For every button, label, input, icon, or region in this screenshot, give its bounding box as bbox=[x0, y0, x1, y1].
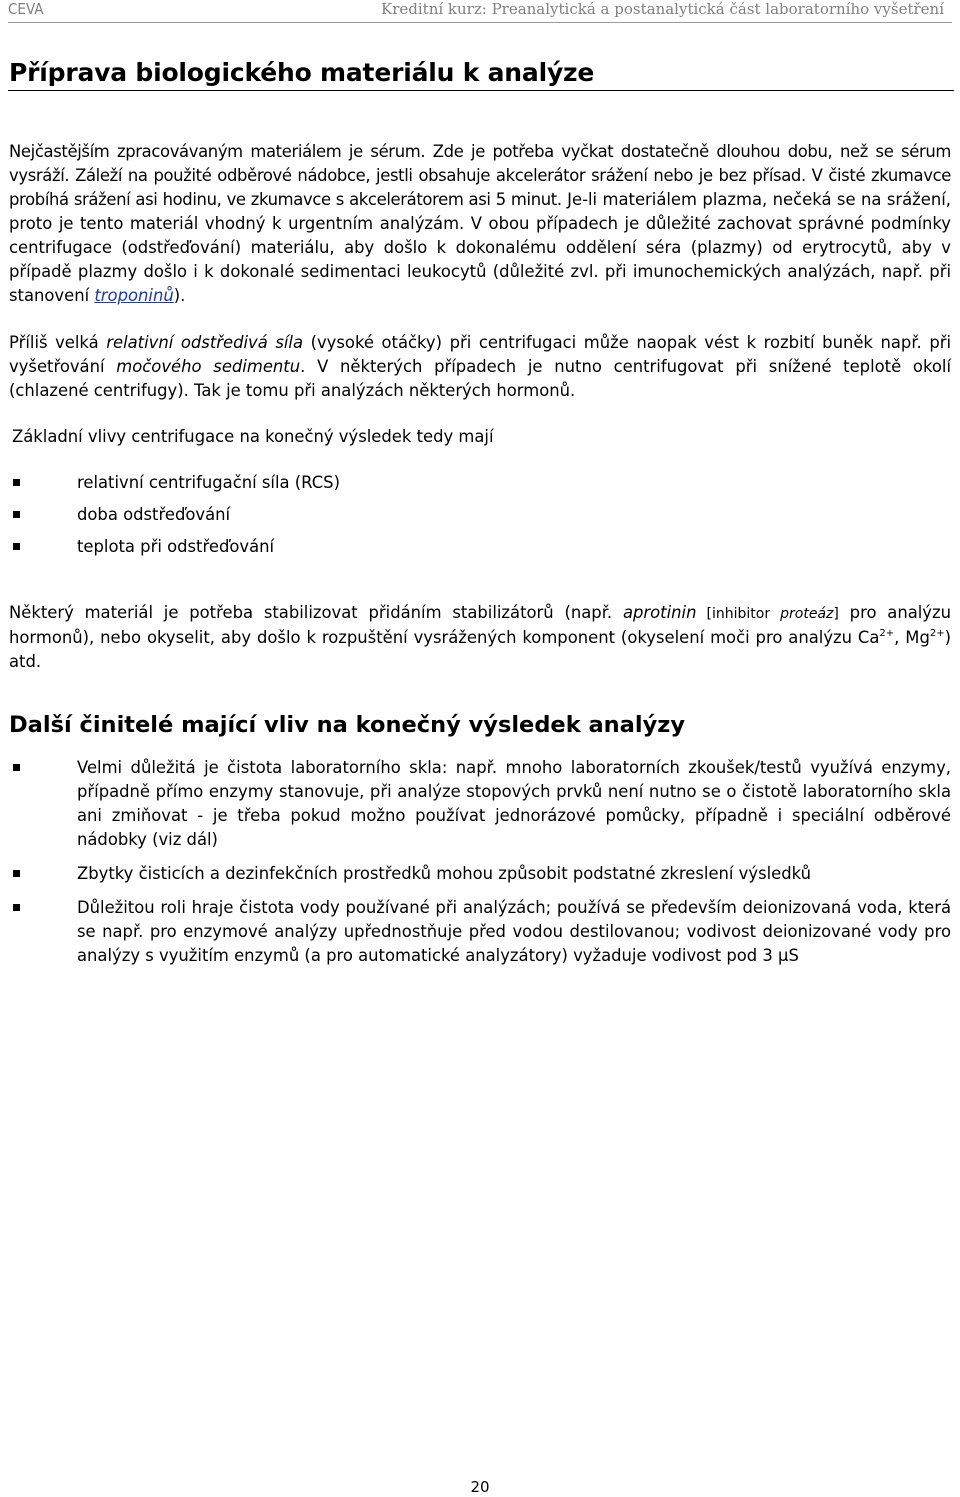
page-number: 20 bbox=[470, 1478, 490, 1496]
text-run: [inhibitor bbox=[696, 606, 781, 622]
paragraph-serum-part1: Nejčastějším zpracovávaným materiálem je sérum. Zde je potřeba vyčkat dostatečně dlouhou dobu, než se sérum vysráží. Záleží na použité odběrové nádobce, jestli obsahuje akcelerátor srážení nebo je bez přísad. V čisté zkumavce probíhá srážení asi hodinu, ve zkumavce s akcelerátorem asi 5 minut. bbox=[9, 142, 951, 209]
list-item-text: teplota při odstřeďování bbox=[77, 537, 275, 556]
list-intro: Základní vlivy centrifugace na konečný výsledek tedy mají bbox=[12, 427, 494, 446]
text-run: Příliš velká bbox=[9, 333, 107, 352]
paragraph-serum-part3: ). bbox=[173, 286, 186, 305]
superscript: 2+ bbox=[929, 628, 945, 639]
paragraph-centrifugation-force bbox=[9, 331, 951, 403]
list-item-text: Zbytky čisticích a dezinfekčních prostředků mohou způsobit podstatné zkreslení výsledků bbox=[77, 864, 812, 883]
list-item bbox=[9, 535, 951, 559]
list-item bbox=[9, 896, 951, 968]
header-org: CEVA bbox=[8, 0, 44, 18]
square-bullet-icon bbox=[13, 904, 20, 911]
text-run: ) atd. bbox=[9, 628, 952, 671]
list-item bbox=[9, 471, 951, 495]
square-bullet-icon bbox=[13, 511, 20, 518]
term-aprotinin: aprotinin bbox=[622, 603, 697, 622]
list-item-text: doba odstřeďování bbox=[77, 505, 231, 524]
term-rcs: relativní odstředivá síla bbox=[106, 333, 304, 352]
title-divider bbox=[8, 90, 954, 91]
text-run: (vysoké otáčky) při centrifugaci může naopak vést k rozbití buněk např. při vyšetřování bbox=[9, 333, 952, 376]
square-bullet-icon bbox=[13, 764, 20, 771]
paragraph-serum-part2: Je-li materiálem plazma, nečeká se na srážení, proto je tento materiál vhodný k urgentním analýzám. V obou případech je důležité zachovat správné podmínky centrifugace (odstřeďování) materiálu, aby došlo k dokonalému oddělení séra (plazmy) od erytrocytů, aby v případě plazmy došlo i k dokonalé sedimentaci leukocytů (důležité zvl. při imunochemických analýzách, např. při stanovení bbox=[9, 190, 952, 305]
list-item-text: Důležitou roli hraje čistota vody používané při analýzách; používá se především deionizovaná voda, která se např. pro enzymové analýzy upřednostňuje před vodou destilovanou; vodivost deionizované vody pro analýzy s využitím enzymů (a pro automatické analyzátory) vyžaduje vodivost pod 3 μS bbox=[77, 898, 951, 965]
list-item bbox=[9, 503, 951, 527]
text-run: . V některých případech je nutno centrifugovat při snížené teplotě okolí (chlazené centrifugy). Tak je tomu při analýzách některých hormonů. bbox=[9, 357, 951, 400]
paragraph-stabilization bbox=[9, 601, 951, 674]
section-heading: Další činitelé mající vliv na konečný výsledek analýzy bbox=[9, 712, 686, 738]
paragraph-serum bbox=[9, 140, 951, 308]
text-run: pro analýzu hormonů), nebo okyselit, aby došlo k rozpuštění vysrážených komponent (okyselení moči pro analýzu Ca bbox=[9, 603, 951, 647]
centrifugation-factors-list bbox=[9, 471, 951, 567]
term-protease: proteáz bbox=[780, 606, 834, 622]
header-course-title: Kreditní kurz: Preanalytická a postanalytická část laboratorního vyšetření bbox=[381, 0, 944, 18]
square-bullet-icon bbox=[13, 870, 20, 877]
header-divider bbox=[8, 22, 952, 23]
list-item-text: Velmi důležitá je čistota laboratorního skla: např. mnoho laboratorních zkoušek/testů využívá enzymy, případně přímo enzymy stanovuje, při analýze stopových prvků není nutno se o čistotě laboratorního skla ani zmiňovat - je třeba pokud možno používat jednorázové pomůcky, případně i speciální odběrové nádobky (viz dál) bbox=[77, 758, 951, 849]
page-title: Příprava biologického materiálu k analýze bbox=[9, 58, 595, 87]
text-run: Některý materiál je potřeba stabilizovat přidáním stabilizátorů (např. bbox=[9, 603, 623, 622]
list-item bbox=[9, 862, 951, 886]
square-bullet-icon bbox=[13, 479, 20, 486]
troponin-link[interactable]: troponinů bbox=[94, 286, 174, 305]
term-urine-sediment: močového sedimentu bbox=[116, 357, 301, 376]
other-factors-list bbox=[9, 756, 951, 978]
list-item-text: relativní centrifugační síla (RCS) bbox=[77, 473, 340, 492]
text-run: ] bbox=[833, 606, 839, 622]
text-run: , Mg bbox=[894, 628, 930, 647]
square-bullet-icon bbox=[13, 543, 20, 550]
superscript: 2+ bbox=[879, 628, 895, 639]
list-item bbox=[9, 756, 951, 852]
